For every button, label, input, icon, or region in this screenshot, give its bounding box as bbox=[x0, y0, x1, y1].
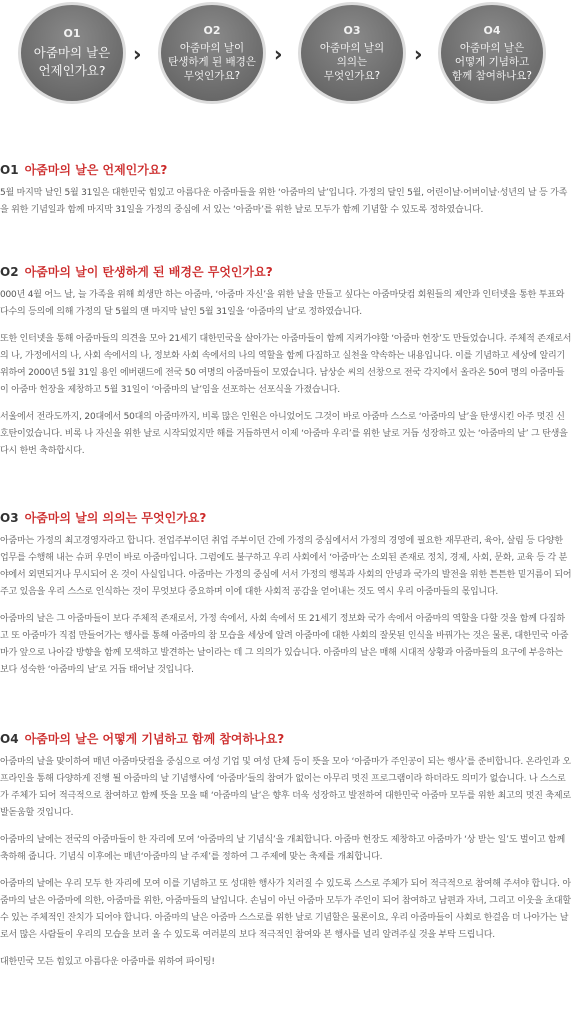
section-3 bbox=[0, 509, 578, 679]
section-title bbox=[0, 161, 578, 179]
nav-step-4[interactable] bbox=[438, 2, 546, 104]
section-title-text: 아줌마의 날은 어떻게 기념하고 함께 참여하나요? bbox=[24, 732, 285, 746]
nav-step-number: O4 bbox=[483, 23, 501, 37]
paragraph: 아줌마의 날은 그 아줌마들이 보다 주체적 존재로서, 가정 속에서, 사회 속에서 또 21세기 정보화 국가 속에서 아줌마의 역할을 다할 것을 함께 다짐하고 또 아줌마가 직접 만들어가는 행사를 통해 아줌마의 참 모습을 세상에 알려 아줌마에 대한 사회의 잘못된 인식을 바꿔가는 것은 물론, 대한민국 아줌마가 앞으로 나아갈 방향을 함께 모색하고 발견하는 날이라는 데 그 의의가 있습니다. 아줌마의 날은 매해 시대적 상황과 아줌마들의 요구에 부응하는 보다 성숙한 ‘아줌마의 날’로 거듭 태어날 것입니다. bbox=[0, 614, 569, 675]
nav-step-label: 아줌마의 날이 탄생하게 된 배경은 무엇인가요? bbox=[168, 41, 256, 82]
section-title bbox=[0, 509, 578, 527]
nav-step-label: 아줌마의 날의 의의는 무엇인가요? bbox=[319, 41, 385, 82]
section-title bbox=[0, 730, 578, 748]
nav-step-label: 아줌마의 날은 언제인가요? bbox=[33, 44, 111, 78]
paragraph: 아줌마의 날에는 전국의 아줌마들이 한 자리에 모여 ‘아줌마의 날 기념식’을 개최합니다. 아줌마 헌장도 제창하고 아줌마가 ‘상 받는 일’도 벌이고 함께 축하해 줍니다. 기념식 이후에는 매년‘아줌마의 날 주제’를 정하여 그 주제에 맞는 축제를 개최합니다. bbox=[0, 835, 566, 862]
nav-step-2[interactable] bbox=[158, 2, 266, 104]
paragraph: 아줌마는 가정의 최고경영자라고 합니다. 전업주부이던 취업 주부이던 간에 가정의 중심에서서 가정의 경영에 필요한 재무관리, 육아, 살림 등 다양한 업무를 수행해 내는 슈퍼 우먼이 바로 아줌마입니다. 그럼에도 불구하고 우리 사회에서 ‘아줌마’는 소외된 존재로 정치, 경제, 사회, 문화, 교육 등 각 분야에서 외면되거나 무시되어 온 것이 사실입니다. 아줌마는 가정의 중심에 서서 가정의 행복과 사회의 안녕과 국가의 발전을 위한 튼튼한 밑거름이 되어 주고 있음을 우리 스스로 인식하는 것이 무엇보다 중요하며 이에 대한 사회적 공감을 얻어내는 것도 역시 우리 아줌마들의 몫입니다. bbox=[0, 536, 572, 597]
section-number: O3 bbox=[0, 511, 19, 525]
paragraph: 5월 마지막 날인 5월 31일은 대한민국 힘있고 아름다운 아줌마들을 위한 ‘아줌마의 날’입니다. 가정의 달인 5월, 어린이날·어버이날·성년의 날 등 가족을 위한 기념일과 함께 마지막 31일을 가정의 중심에 서 있는 ‘아줌마’를 위한 날로 모두가 함께 기념할 수 있도록 정하였습니다. bbox=[0, 188, 568, 215]
paragraph: 000년 4월 어느 날, 늘 가족을 위해 희생만 하는 아줌마, ‘아줌마 자신’을 위한 날을 만들고 싶다는 아줌마닷컴 회원들의 제안과 인터넷을 통한 투표와 다수의 등의에 의해 가정의 달 5월의 맨 마지막 날인 5월 31일을 ‘아줌마의 날’로 정하였습니다. bbox=[0, 290, 565, 317]
paragraph: 아줌마의 날을 맞이하여 매년 아줌마닷컴을 중심으로 여성 기업 및 여성 단체 등이 뜻을 모아 ‘아줌마가 주인공이 되는 행사’를 준비합니다. 온라인과 오프라인을 통해 다양하게 진행 될 아줌마의 날 기념행사에 ‘아줌마’들의 참여가 없이는 아무리 멋진 프로그램이라 하더라도 의미가 없습니다. 나 스스로가 주체가 되어 적극적으로 참여하고 함께 뜻을 모을 때 ‘아줌마의 날’은 향후 더욱 성장하고 발전하여 대한민국 아줌마 모두를 위한 최고의 멋진 축제로 발돋움할 것입니다. bbox=[0, 757, 571, 818]
section-2 bbox=[0, 263, 578, 460]
nav-step-label: 아줌마의 날은 어떻게 기념하고 함께 참여하나요? bbox=[452, 41, 532, 82]
nav-step-1[interactable] bbox=[18, 2, 126, 104]
nav-step-number: O2 bbox=[203, 23, 221, 37]
nav-step-3[interactable] bbox=[298, 2, 406, 104]
paragraph: 또한 인터넷을 통해 아줌마들의 의견을 모아 21세기 대한민국을 살아가는 아줌마들이 함께 지켜가야할 ‘아줌마 헌장’도 만들었습니다. 주체적 존재로서의 나, 가정에서의 나, 사회 속에서의 나, 정보화 사회 속에서의 나의 역할을 함께 다짐하고 실천을 약속하는 내용입니다. 이를 기념하고 세상에 알리기 위하여 2000년 5월 31일 용인 에버랜드에 전국 50 여명의 아줌마들이 모였습니다. 남상순 씨의 선창으로 전국 각지에서 올라온 50여 명의 아줌마들이 아줌마 헌장을 제창하고 5월 31일이 ‘아줌마의 날’임을 선포하는 선포식을 가졌습니다. bbox=[0, 334, 572, 395]
section-number: O4 bbox=[0, 732, 19, 746]
section-title bbox=[0, 263, 578, 281]
section-number: O2 bbox=[0, 265, 19, 279]
section-title-text: 아줌마의 날은 언제인가요? bbox=[24, 163, 168, 177]
section-4 bbox=[0, 730, 578, 971]
section-number: O1 bbox=[0, 163, 19, 177]
section-1 bbox=[0, 161, 578, 219]
paragraph: 대한민국 모든 힘있고 아름다운 아줌마를 위하여 파이팅! bbox=[0, 957, 215, 967]
section-title-text: 아줌마의 날의 의의는 무엇인가요? bbox=[24, 511, 207, 525]
paragraph: 서울에서 전라도까지, 20대에서 50대의 아줌마까지, 비록 많은 인원은 아니었어도 그것이 바로 아줌마 스스로 ‘아줌마의 날’을 탄생시킨 아주 멋진 신호탄이었습니다. 비록 나 자신을 위한 날로 시작되었지만 해를 거듭하면서 이제 ‘아줌마 우리’를 위한 날로 거듭 성장하고 있는 ‘아줌마의 날’ 그 탄생을 다시 한번 축하합시다. bbox=[0, 412, 568, 456]
section-title-text: 아줌마의 날이 탄생하게 된 배경은 무엇인가요? bbox=[24, 265, 273, 279]
nav-step-number: O3 bbox=[343, 23, 361, 37]
paragraph: 아줌마의 날에는 우리 모두 한 자리에 모여 이를 기념하고 또 성대한 행사가 치러질 수 있도록 스스로 주체가 되어 적극적으로 참여해 주셔야 합니다. 아줌마의 날은 아줌마에 의한, 아줌마를 위한, 아줌마들의 날입니다. 손님이 아닌 아줌마 모두가 주인이 되어 참여하고 남편과 자녀, 그리고 이웃을 초대할 수 있는 주체적인 잔치가 되어야 합니다. 아줌마의 날은 아줌마 스스로를 위한 날로 기념할은 물론이요, 우리 아줌마들이 사회로 한걸음 더 나아가는 날로서 많은 사람들이 우리의 모습을 보러 올 수 있도록 여러분의 보다 적극적인 참여와 본 행사를 널리 알려주실 것을 부탁 드립니다. bbox=[0, 879, 571, 940]
nav-step-number: O1 bbox=[63, 26, 81, 40]
section-nav bbox=[0, 0, 578, 120]
